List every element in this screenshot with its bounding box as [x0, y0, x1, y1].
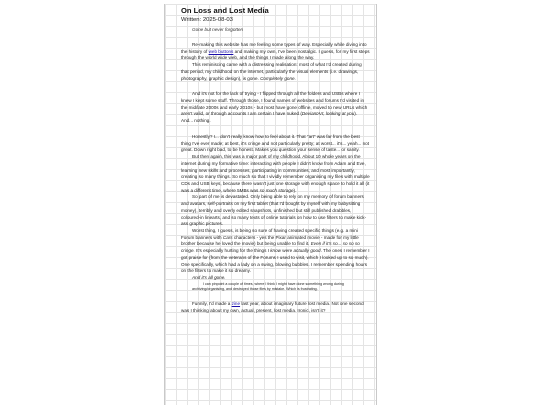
paragraph [181, 301, 370, 314]
paragraph-text: ). [293, 187, 297, 193]
paragraph-text: Funnily, I'd made a [192, 301, 232, 307]
paragraph-emphasis: And it's all gone. [192, 275, 226, 280]
paragraph-text: characters - yes the Pixar animated movie - made for my little brother because he loved the movie) but being unable to find it. [181, 234, 359, 247]
paragraph-text: last year, about imaginary future lost media. Not one second was I thinking about my own, actual, present, lost media. Ironic, isn't it? [181, 301, 364, 313]
paragraph: So part of me is devastated. Only being able to rely on my memory of forum banners and avatars, self-portraits on my first tablet (that I'd bought by myself with my babysitting money), terribly and overly edited snapshots, unfinished but still published drabbles, coloured-in linearts, and so many texts of online tutorials on how to use filters to make kick-ass graphic pictures. [181, 194, 367, 227]
article-content [165, 4, 376, 315]
paragraph [181, 42, 370, 62]
paragraph-text: ). And... nothing. [181, 111, 358, 124]
paragraph-text: . The ones I remember I got praise for (from the veterans of the Forums I used to visit, which I looked up to so much). One specifically, which had a lady on a swing, blowing bubbles. I remember spending hours on the filters to make it so dreamy. [181, 248, 370, 274]
paragraph-text: And it's not for the lack of trying - I flipped through all the folders and USBs where I knew I kept some stuff. Through those, I found names of websites and forums I'd visited in the mid/late 2000s and early 2010s - but most have gone offline, moved to new URLs which aren't valid, or through accounts I am certain I have nuked ( [181, 91, 368, 117]
paragraph-emphasis: Even if it's so... so so so cringe. [181, 241, 360, 254]
web-buttons-link[interactable]: web buttons [208, 48, 234, 54]
paragraph [181, 275, 370, 282]
article-page [164, 4, 377, 405]
paragraph-emphasis: so much storage [259, 187, 294, 193]
paragraph-text: This reminiscing came with a distressing realisation: most of what I'd created during that period, my childhood on the internet, particularly the visual elements (i.e. drawings, photography, graphic design), is gone. [181, 62, 362, 81]
paragraph-text: But then again, this was a major part of my childhood. About 10 whole years on the internet during my formative time: interacting with people I didn't know from Adam and Eve, learning new skills and processes, participating in communities, and most importantly, creating so many things. So much so that I vividly remember organising my files with multiple CDs and USB keys, because there wasn't just one storage with enough space to hold it all (it was a different time, where 5MBs was [181, 154, 370, 193]
zine-link[interactable]: zine [231, 301, 241, 307]
paragraph-emphasis: Completely gone. [260, 75, 296, 81]
paragraph: Honestly? I... don't really know how to feel about it. That "art" was far from the best thing I've ever made; at best, it's cringe and not particularly pretty; at worst... it's... yeah... not great. Down right bad, to be honest. Makes you question your sense of taste... or sanity. [181, 133, 370, 153]
paragraph-text: Re-making this website has me feeling some types of way. Especially while diving into the history of [181, 42, 367, 54]
paragraph-text: and making my own, I've been nostalgic. I guess, for my first steps through the world wide web, and the things I made along the way. [181, 48, 370, 61]
paragraph-text: Worst thing, I guess, is being so sure of having created specific things (e.g. a mini Forum banners with [181, 227, 358, 240]
paragraph-text: were [280, 248, 294, 254]
written-date: Written: 2025-08-03 [181, 16, 233, 23]
paragraph-emphasis: I know [267, 248, 281, 254]
paragraph [181, 62, 370, 82]
paragraph [181, 228, 370, 275]
page-title: On Loss and Lost Media [181, 6, 269, 15]
paragraph [181, 91, 370, 125]
post-subtitle: Gone but never forgotten [192, 27, 244, 32]
paragraph-text: It's especially hurting for the things [194, 248, 268, 254]
paragraph [181, 154, 370, 194]
paragraph-emphasis: actually good [293, 248, 321, 254]
side-note: I can pinpoint a couple of times, where I think I might have done something wrong during archiving/organising, and destroyed those files by mistake. Which is frustrating. [192, 281, 344, 291]
paragraph-emphasis: Cars [222, 234, 233, 240]
paragraph-emphasis: DeviantArt, looking at you [301, 111, 355, 117]
